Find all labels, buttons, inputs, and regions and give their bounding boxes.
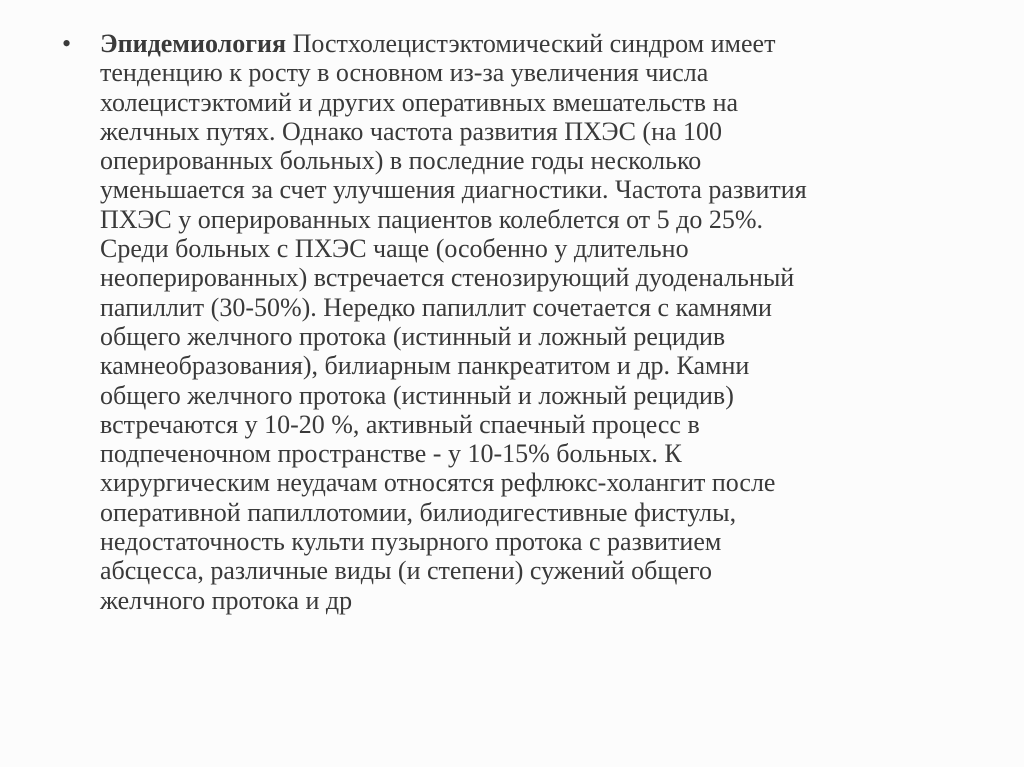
- paragraph-text: [100, 29, 890, 615]
- text-line: папиллит (30-50%). Нередко папиллит сочетается с камнями: [100, 292, 772, 322]
- bullet-list: [62, 29, 962, 615]
- text-line: [100, 29, 890, 58]
- text-line: желчных путях. Однако частота развития ПХЭС (на 100: [100, 116, 723, 146]
- text-line: оперативной папиллотомии, билиодигестивные фистулы,: [100, 497, 737, 527]
- text-line: уменьшается за счет улучшения диагностики. Частота развития: [100, 175, 807, 205]
- text-line: подпеченочном пространстве - у 10-15% больных. К: [100, 439, 682, 469]
- text-line: желчного протока и др: [100, 585, 353, 615]
- text-line: неоперированных) встречается стенозирующий дуоденальный: [100, 263, 795, 293]
- text-line-content: Постхолецистэктомический синдром имеет: [292, 29, 776, 58]
- text-line: тенденцию к росту в основном из-за увеличения числа: [100, 58, 709, 88]
- bullet-icon: •: [62, 29, 72, 58]
- text-line: холецистэктомий и других оперативных вмешательств на: [100, 87, 739, 117]
- text-line: камнеобразования), билиарным панкреатитом и др. Камни: [100, 351, 750, 381]
- text-line: ПХЭС у оперированных пациентов колеблется от 5 до 25%.: [100, 204, 764, 234]
- text-line: общего желчного протока (истинный и ложный рецидив): [100, 380, 734, 410]
- text-line: хирургическим неудачам относятся рефлюкс-холангит после: [100, 468, 776, 498]
- text-line: оперированных больных) в последние годы несколько: [100, 146, 702, 176]
- term-heading: Эпидемиология: [100, 29, 287, 58]
- bullet-item: [62, 29, 962, 615]
- text-line: общего желчного протока (истинный и ложный рецидив: [100, 321, 726, 351]
- text-line: абсцесса, различные виды (и степени) сужений общего: [100, 556, 712, 586]
- text-line: Среди больных с ПХЭС чаще (особенно у длительно: [100, 234, 689, 264]
- text-line: недостаточность культи пузырного протока с развитием: [100, 527, 722, 557]
- text-line: встречаются у 10-20 %, активный спаечный процесс в: [100, 409, 700, 439]
